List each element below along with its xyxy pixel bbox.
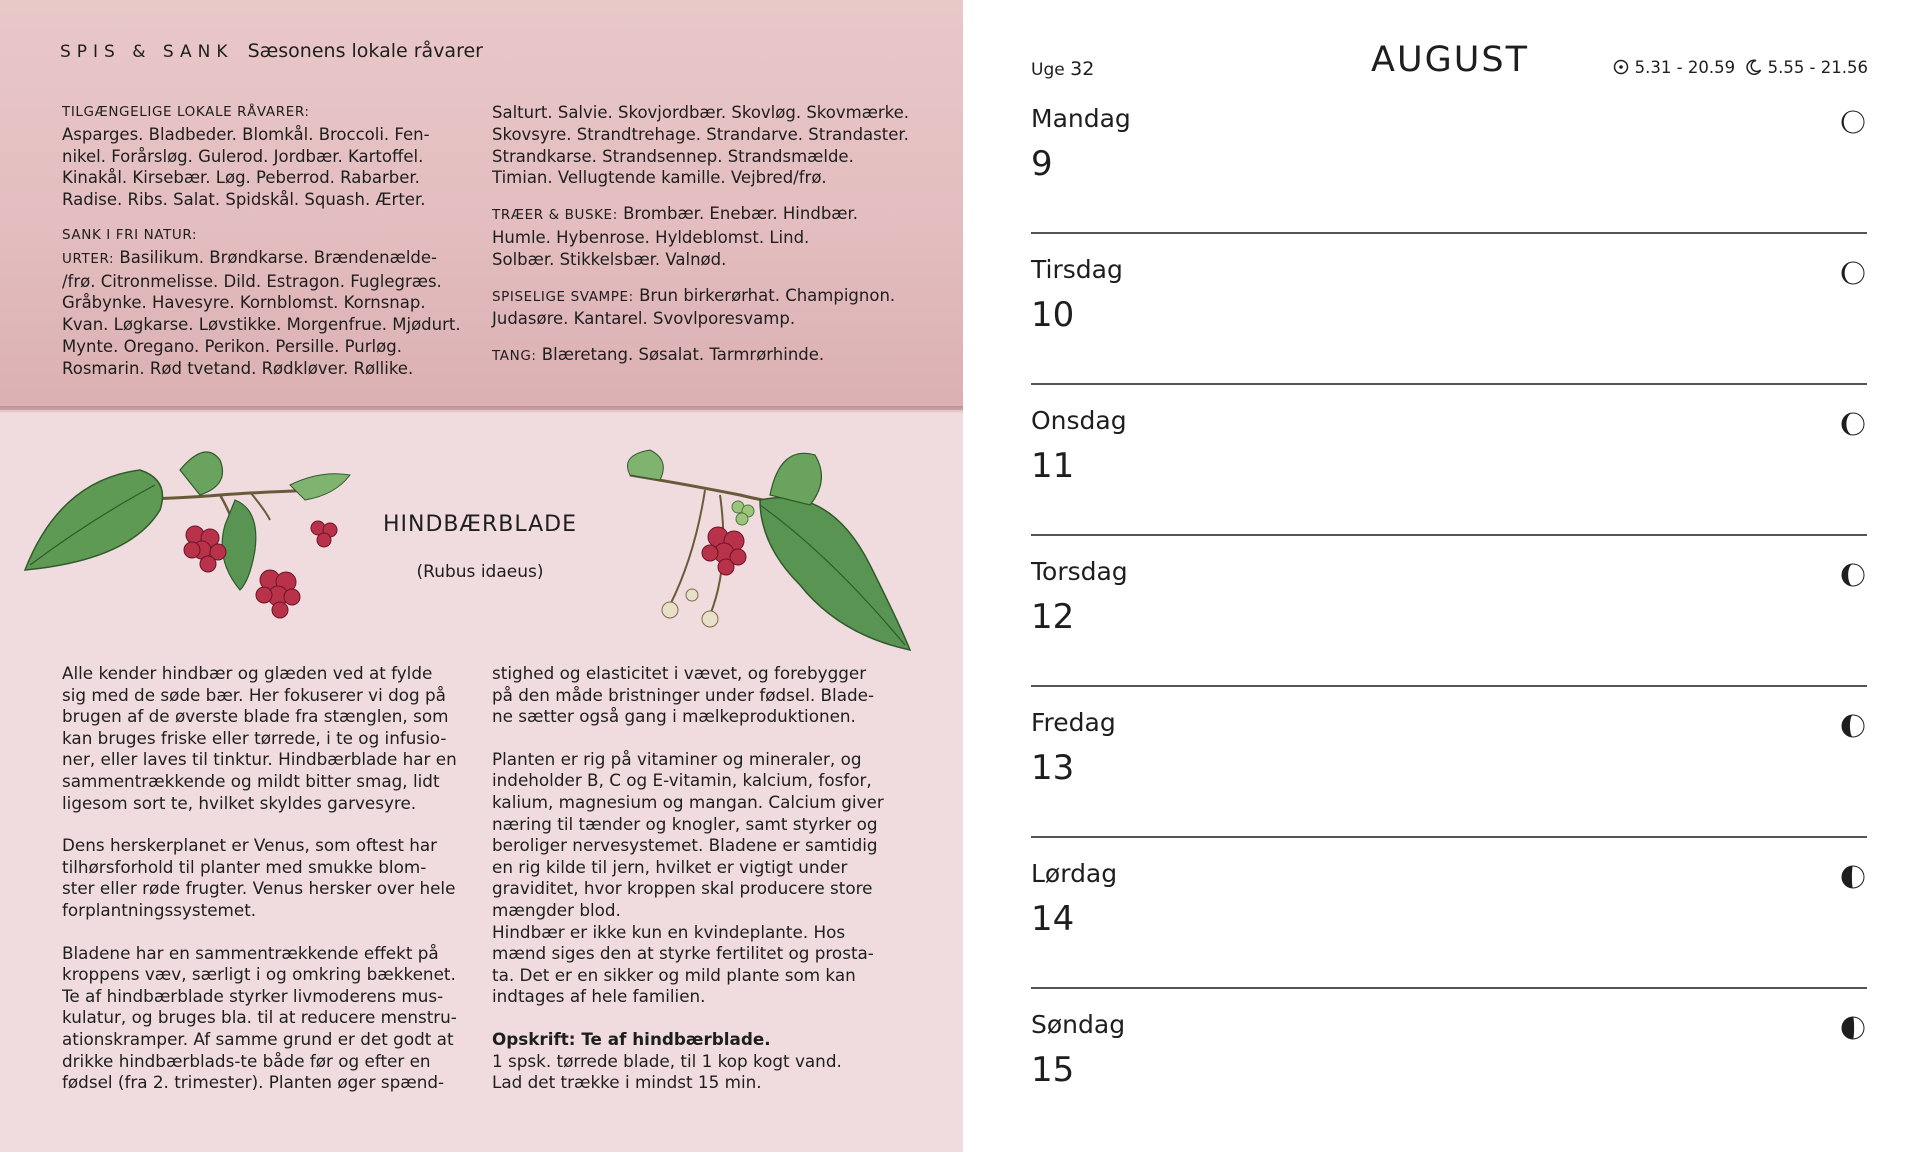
text-line: Mynte. Oregano. Perikon. Persille. Purløg. [62, 336, 402, 356]
text-line: indeholder B, C og E-vitamin, kalcium, fosfor, [492, 770, 872, 791]
produce-column-1 [62, 102, 472, 380]
seaweed-label: TANG: [492, 348, 537, 365]
latin-name: (Rubus idaeus) [416, 562, 544, 582]
text-line: brugen af de øverste blade fra stænglen, som [62, 706, 449, 727]
day-divider [1031, 232, 1867, 234]
text-line: indtages af hele familien. [492, 986, 706, 1007]
text-line: mænd siges den at styrke fertilitet og prosta- [492, 943, 874, 964]
day-name: Tirsdag [1031, 255, 1123, 284]
text-line: kulatur, og bruges bla. til at reducere menstru- [62, 1007, 457, 1028]
recipe-line: Lad det trække i mindst 15 min. [492, 1072, 762, 1093]
text-line: sammentrækkende og mildt bitter smag, lidt [62, 770, 440, 791]
moon-phase-icon [1841, 865, 1865, 889]
sunrise-time: 5.31 - 20.59 [1634, 58, 1736, 77]
day-divider [1031, 987, 1867, 989]
moon-phase-icon [1841, 1016, 1865, 1040]
herbs-label: URTER: [62, 250, 115, 267]
text-line: nikel. Forårsløg. Gulerod. Jordbær. Kartoffel. [62, 146, 424, 166]
text-line: Rosmarin. Rød tvetand. Rødkløver. Røllike. [62, 358, 414, 378]
week-value: 32 [1070, 58, 1095, 80]
text-line: mængder blod. [492, 899, 621, 920]
day-date: 13 [1031, 748, 1075, 788]
raspberry-branch-illustration-right [610, 445, 920, 655]
text-line: kan bruges friske eller tørrede, i te og infusio- [62, 727, 447, 748]
text-line: Humle. Hybenrose. Hyldeblomst. Lind. [492, 227, 810, 247]
text-line: tilhørsforhold til planter med smukke blom- [62, 856, 427, 877]
text-line: forplantningssystemet. [62, 899, 257, 920]
day-date: 12 [1031, 597, 1075, 637]
article-paragraph-4 [492, 663, 932, 728]
available-produce-list [62, 124, 472, 211]
foraging-heading: SANK I FRI NATUR: [62, 226, 198, 243]
day-divider [1031, 685, 1867, 687]
day-date: 10 [1031, 295, 1075, 335]
text-line: Alle kender hindbær og glæden ved at fylde [62, 663, 433, 683]
text-line: Strandkarse. Strandsennep. Strandsmælde. [492, 146, 854, 166]
header-subtitle: Sæsonens lokale råvarer [247, 40, 483, 62]
text-line: drikke hindbærblads-te både før og efter en [62, 1050, 431, 1071]
article-column-1 [62, 663, 472, 1094]
left-page [0, 0, 963, 1152]
article-paragraph-1 [62, 663, 472, 814]
text-line: ligesom sort te, hvilket skyldes garvesyre. [62, 792, 417, 813]
moon-phase-icon [1841, 261, 1865, 285]
text-line: ner, eller laves til tinktur. Hindbærblade har en [62, 749, 457, 770]
text-line: næring til tænder og knogler, samt styrker og [492, 813, 878, 834]
page-header [60, 40, 483, 62]
text-line: Kvan. Løgkarse. Løvstikke. Morgenfrue. Mjødurt. [62, 315, 461, 335]
mushrooms-first-line [492, 285, 932, 309]
text-line: på den måde bristninger under fødsel. Blade- [492, 684, 875, 705]
day-name: Torsdag [1031, 557, 1128, 586]
text-line: kroppens væv, særligt i og omkring bækkenet. [62, 964, 456, 985]
day-divider [1031, 534, 1867, 536]
article-paragraph-3 [62, 943, 472, 1094]
brand-title: SPIS & SANK [60, 42, 234, 62]
herbs-list [62, 271, 472, 380]
day-name: Søndag [1031, 1010, 1126, 1039]
week-label: Uge [1031, 60, 1065, 80]
day-date: 9 [1031, 144, 1053, 184]
text-line: kalium, magnesium og mangan. Calcium giver [492, 791, 884, 812]
article-paragraph-5 [492, 749, 932, 1008]
text-line: Solbær. Stikkelsbær. Valnød. [492, 249, 727, 269]
herbs-first-line [62, 247, 472, 271]
sun-moon-times [1613, 58, 1868, 77]
text-line: Te af hindbærblade styrker livmoderens mus- [62, 985, 444, 1006]
crescent-moon-icon [1746, 59, 1762, 75]
text-line: Asparges. Bladbeder. Blomkål. Broccoli. Fen- [62, 124, 430, 144]
text-line: ationskramper. Af samme grund er det godt at [62, 1028, 454, 1049]
text-line: graviditet, hvor kroppen skal producere store [492, 878, 873, 899]
day-name: Mandag [1031, 104, 1131, 133]
text-line: Basilikum. Brøndkarse. Brændenælde- [114, 247, 438, 267]
day-divider [1031, 836, 1867, 838]
day-date: 15 [1031, 1050, 1075, 1090]
available-produce-heading: TILGÆNGELIGE LOKALE RÅVARER: [62, 104, 310, 120]
text-line: Judasøre. Kantarel. Svovlporesvamp. [492, 309, 796, 329]
day-name: Onsdag [1031, 406, 1127, 435]
text-line: Salturt. Salvie. Skovjordbær. Skovløg. Skovmærke. [492, 103, 910, 122]
produce-column-2 [492, 102, 932, 368]
article-paragraph-2 [62, 835, 472, 921]
text-line: Bladene har en sammentrækkende effekt på [62, 942, 439, 963]
text-line: ta. Det er en sikker og mild plante som kan [492, 964, 856, 985]
recipe-title: Opskrift: Te af hindbærblade. [492, 1028, 771, 1049]
trees-shrubs-label: TRÆER & BUSKE: [492, 207, 618, 224]
article-column-2 [492, 663, 932, 1094]
trees-shrubs-first-line [492, 203, 932, 227]
day-date: 11 [1031, 446, 1075, 486]
day-row[interactable] [1031, 1010, 1867, 1160]
text-line: Skovsyre. Strandtrehage. Strandarve. Strandaster. [492, 124, 909, 144]
raspberry-branch-illustration-left [20, 440, 360, 640]
text-line: Planten er rig på vitaminer og mineraler, og [492, 748, 862, 769]
seaweed-line [492, 344, 932, 368]
text-line: Hindbær er ikke kun en kvindeplante. Hos [492, 921, 846, 942]
text-line: Brombær. Enebær. Hindbær. [617, 204, 859, 224]
moon-phase-icon [1841, 412, 1865, 436]
moon-phase-icon [1841, 714, 1865, 738]
week-number [1031, 58, 1094, 80]
text-line: Timian. Vellugtende kamille. Vejbred/frø. [492, 168, 827, 188]
text-line: sig med de søde bær. Her fokuserer vi dog på [62, 684, 446, 705]
text-line: fødsel (fra 2. trimester). Planten øger spænd- [62, 1072, 445, 1093]
text-line: ne sætter også gang i mælkeproduktionen. [492, 706, 856, 727]
text-line: Blæretang. Søsalat. Tarmrørhinde. [536, 345, 825, 365]
text-line: Brun birkerørhat. Champignon. [633, 285, 896, 305]
day-divider [1031, 383, 1867, 385]
day-name: Fredag [1031, 708, 1116, 737]
mushrooms-label: SPISELIGE SVAMPE: [492, 288, 634, 305]
moon-phase-icon [1841, 563, 1865, 587]
moon-phase-icon [1841, 110, 1865, 134]
text-line: Gråbynke. Havesyre. Kornblomst. Kornsnap. [62, 293, 426, 313]
text-line: Radise. Ribs. Salat. Spidskål. Squash. Ærter. [62, 190, 426, 210]
text-line: ster eller røde frugter. Venus hersker over hele [62, 878, 456, 899]
text-line: stighed og elasticitet i vævet, og forebygger [492, 663, 867, 683]
recipe-line: 1 spsk. tørrede blade, til 1 kop kogt vand. [492, 1050, 842, 1071]
moonrise-time: 5.55 - 21.56 [1767, 58, 1868, 77]
sun-icon [1613, 59, 1629, 75]
text-line: Kinakål. Kirsebær. Løg. Peberrod. Rabarber. [62, 168, 420, 188]
herbs-list-continued [492, 102, 932, 189]
text-line: en rig kilde til jern, hvilket er vigtigt under [492, 856, 848, 877]
article-title: HINDBÆRBLADE [383, 512, 577, 537]
text-line: Dens herskerplanet er Venus, som oftest har [62, 835, 438, 856]
text-line: beroliger nervesystemet. Bladene er samtidig [492, 835, 878, 856]
text-line: /frø. Citronmelisse. Dild. Estragon. Fuglegræs. [62, 271, 442, 291]
day-name: Lørdag [1031, 859, 1118, 888]
month-title: AUGUST [1371, 40, 1529, 80]
day-date: 14 [1031, 899, 1075, 939]
